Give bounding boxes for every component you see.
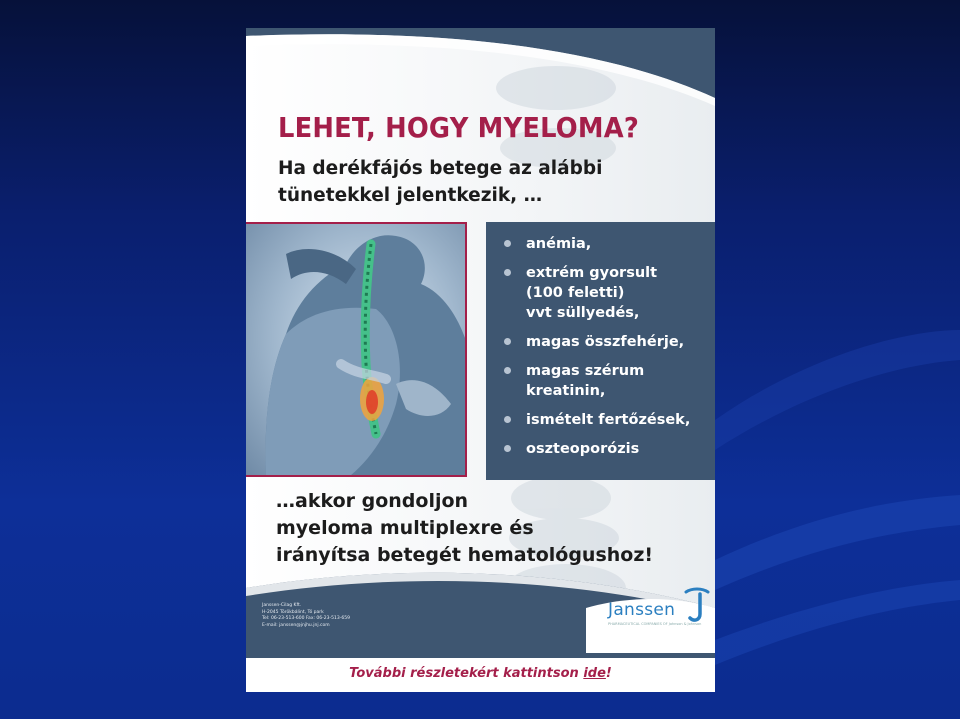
subheadline-line: Ha derékfájós betege az alábbi [278, 158, 603, 179]
logo-wordmark: Janssen [608, 600, 676, 620]
details-link[interactable]: ide [583, 666, 606, 681]
symptom-line: extrém gyorsult [526, 265, 658, 281]
symptom-line: (100 feletti) [526, 285, 625, 301]
bullet-icon [504, 338, 511, 345]
contact-line: Janssen-Cilag Kft. [262, 603, 302, 608]
symptom-line: ismételt fertőzések, [526, 412, 691, 428]
symptom-item [502, 332, 707, 352]
janssen-logo [608, 586, 708, 632]
subheadline [278, 155, 708, 209]
symptom-item [502, 361, 707, 401]
contact-line: E-mail: janssen@jnjhu.jnj.com [262, 622, 330, 628]
symptom-line: vvt süllyedés, [526, 305, 640, 321]
logo-tagline: PHARMACEUTICAL COMPANIES OF Johnson & Johnson [608, 622, 702, 626]
janssen-j-icon [682, 586, 710, 626]
subheadline-line: tünetekkel jelentkezik, … [278, 185, 543, 206]
back-pain-illustration [246, 222, 467, 477]
contact-line: H-2045 Törökbálint, Tó park [262, 609, 324, 615]
bullet-icon [504, 240, 511, 247]
details-suffix: ! [605, 666, 612, 681]
headline: LEHET, HOGY MYELOMA? [278, 111, 639, 144]
bullet-icon [504, 445, 511, 452]
symptom-item [502, 410, 707, 430]
bullet-icon [504, 269, 511, 276]
closing-line: …akkor gondoljon [276, 490, 469, 512]
closing-line: myeloma multiplexre és [276, 517, 534, 539]
details-text [246, 666, 715, 681]
symptom-panel [486, 222, 715, 480]
symptom-list [486, 222, 715, 459]
symptom-item [502, 263, 707, 323]
symptom-line: kreatinin, [526, 383, 606, 399]
closing-line: irányítsa betegét hematológushoz! [276, 544, 654, 566]
contact-line: Tel: 06-23-513-600 Fax: 06-23-513-659 [262, 616, 350, 621]
symptom-line: magas összfehérje, [526, 334, 685, 350]
details-prefix: További részletekért kattintson [349, 666, 584, 681]
symptom-item [502, 234, 707, 254]
symptom-line: oszteoporózis [526, 441, 640, 457]
contact-info [262, 603, 350, 629]
myeloma-poster [246, 28, 715, 692]
back-pain-figure [246, 224, 467, 477]
bullet-icon [504, 416, 511, 423]
footer-bar [246, 658, 715, 692]
symptom-line: anémia, [526, 236, 592, 252]
symptom-line: magas szérum [526, 363, 645, 379]
bullet-icon [504, 367, 511, 374]
closing-message [276, 488, 706, 569]
symptom-item [502, 439, 707, 459]
